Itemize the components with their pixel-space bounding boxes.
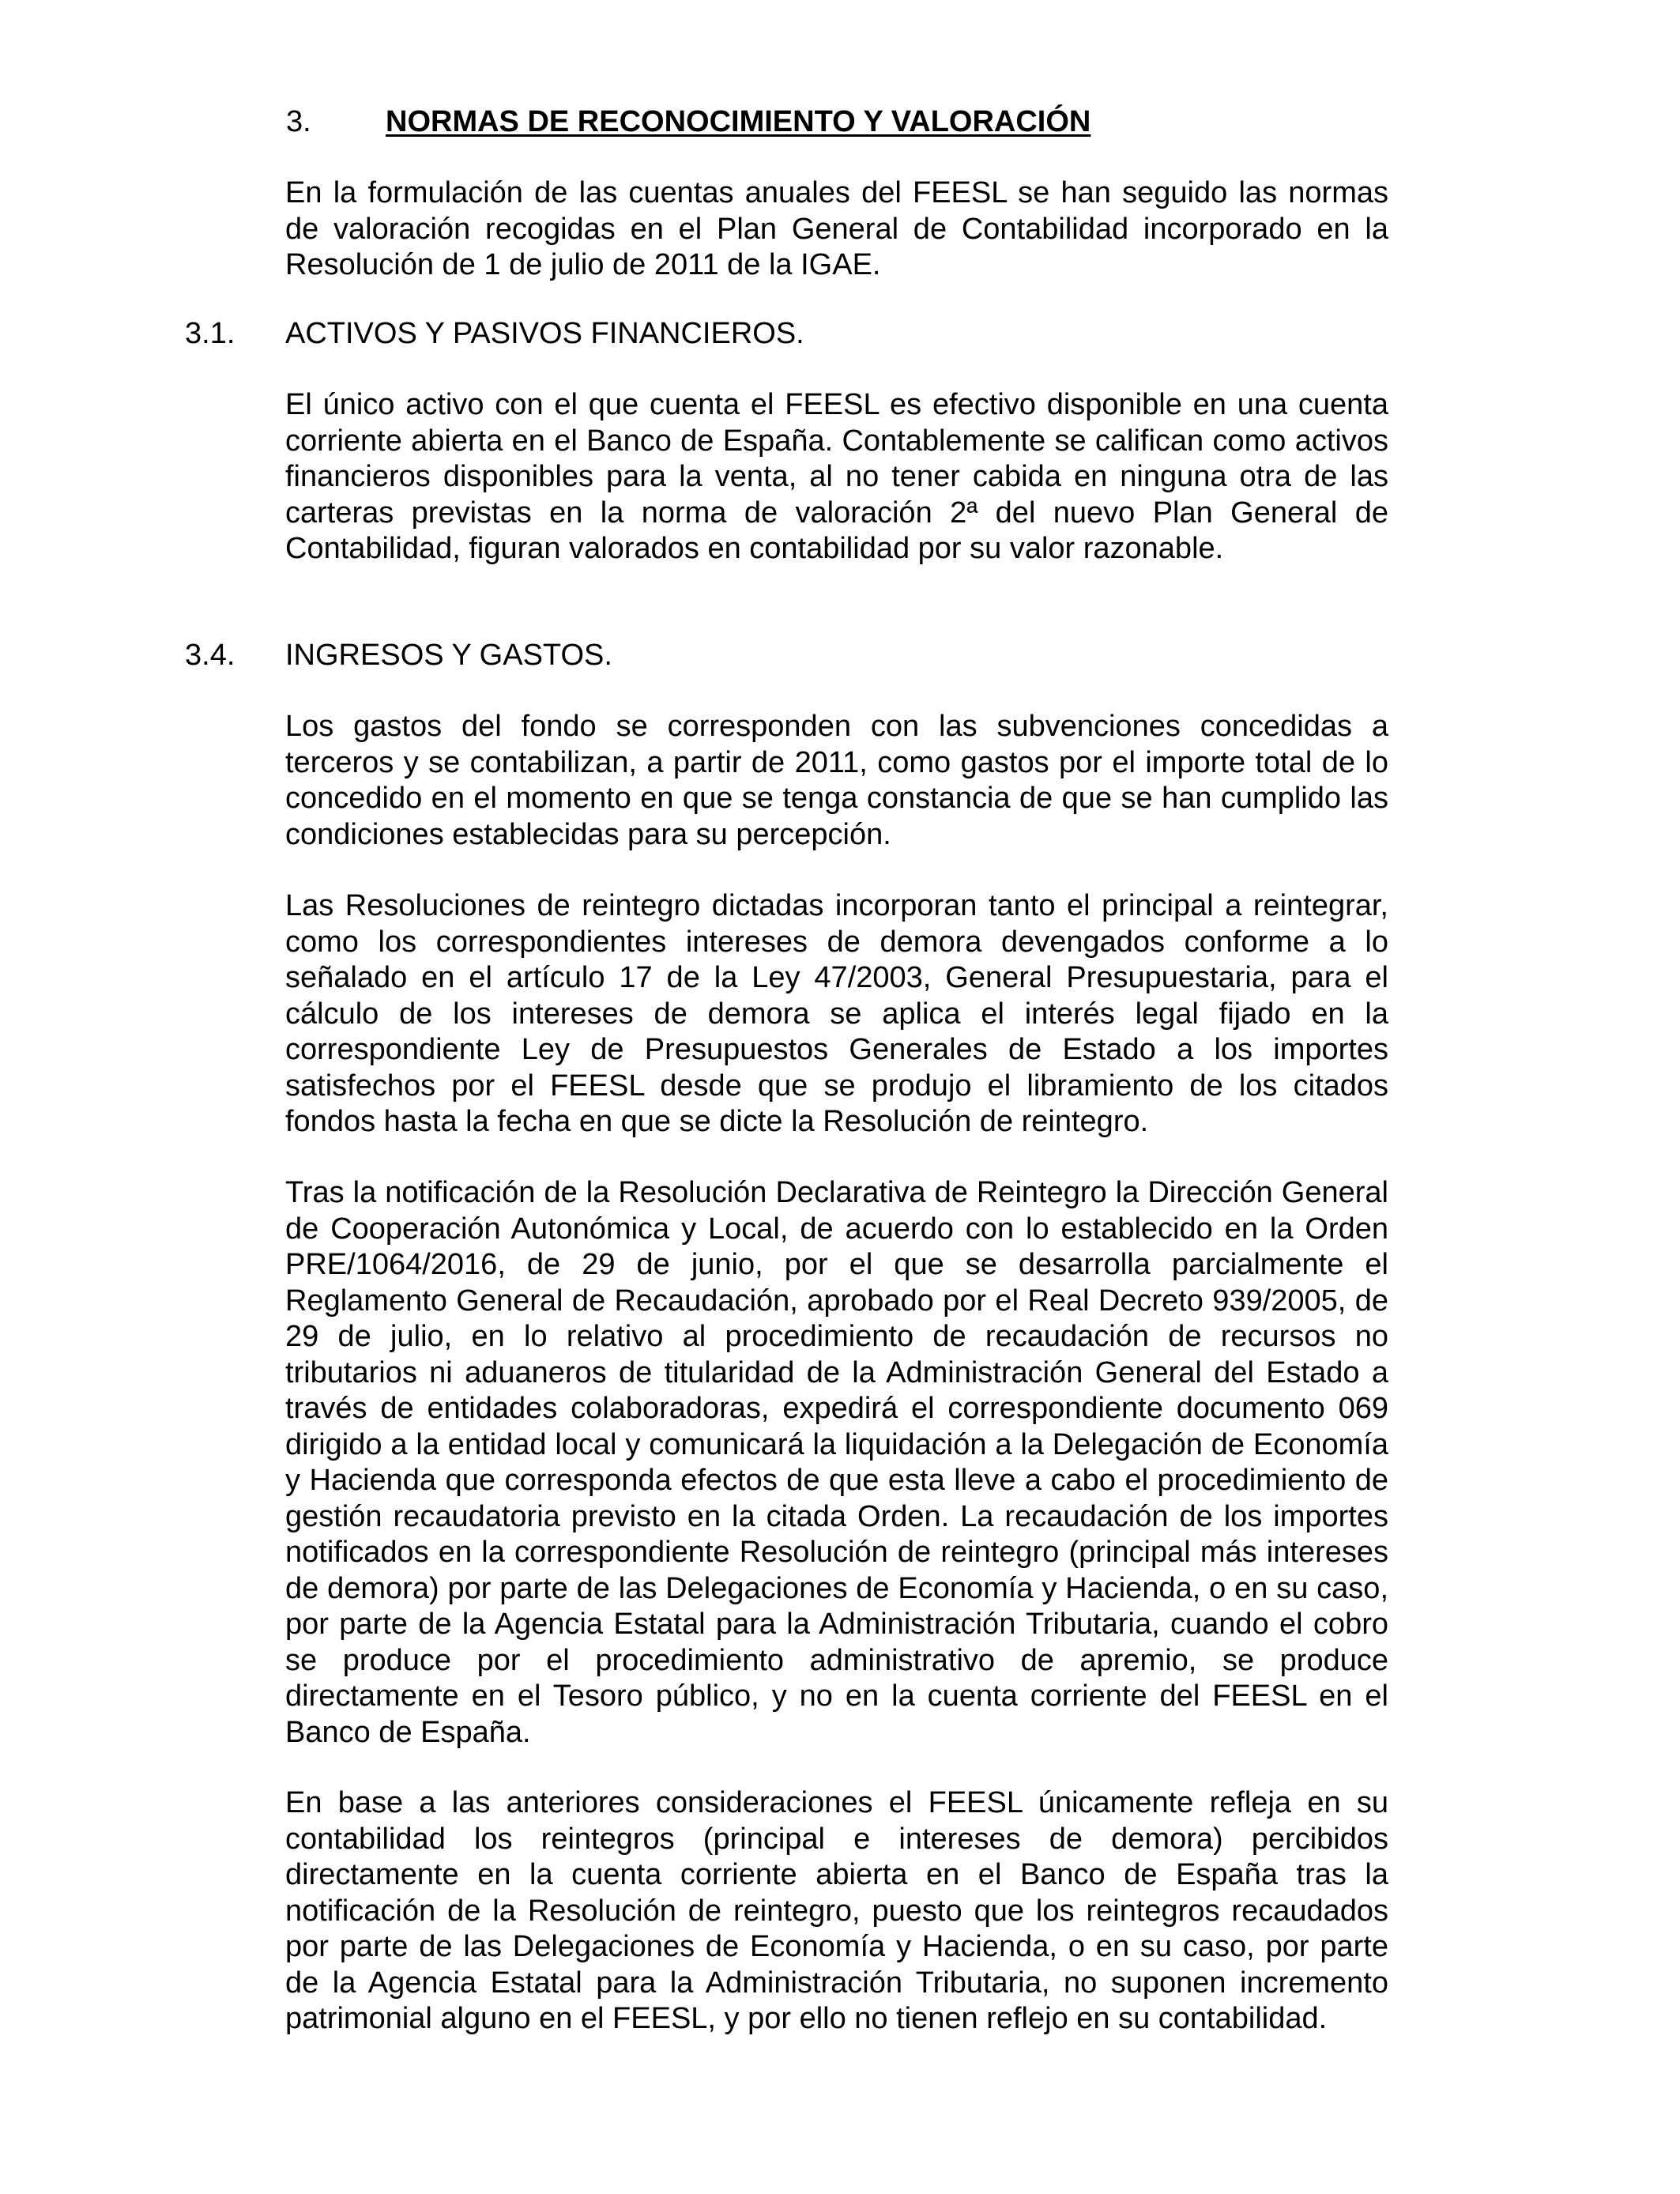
intro-paragraph: En la formulación de las cuentas anuales del FEESL se han seguido las normas de valoración recogidas en el Plan General de Contabilidad incorporado en la Resolución de 1 de julio de 2011 de la IGAE.	[285, 176, 1388, 281]
section-title: NORMAS DE RECONOCIMIENTO Y VALORACIÓN	[386, 105, 1091, 138]
section-3-1-paragraph: El único activo con el que cuenta el FEESL es efectivo disponible en una cuenta corriente abierta en el Banco de España. Contablemente se califican como activos financieros disponibles para la venta, al no tener cabida en ninguna otra de las carteras previstas en la norma de valoración 2ª del nuevo Plan General de Contabilidad, figuran valorados en contabilidad por su valor razonable.	[285, 388, 1388, 565]
section-number: 3.	[286, 105, 311, 138]
subsection-number: 3.1.	[185, 317, 235, 350]
section-3-4-paragraph-4: En base a las anteriores consideraciones el FEESL únicamente refleja en su contabilidad los reintegros (principal e intereses de demora) percibidos directamente en la cuenta corriente abierta en el Banco de España tras la notificación de la Resolución de reintegro, puesto que los reintegros recaudados por parte de las Delegaciones de Economía y Hacienda, o en su caso, por parte de la Agencia Estatal para la Administración Tributaria, no suponen incremento patrimonial alguno en el FEESL, y por ello no tienen reflejo en su contabilidad.	[285, 1786, 1388, 2035]
section-3-4-paragraph-3: Tras la notificación de la Resolución Declarativa de Reintegro la Dirección General de Cooperación Autonómica y Local, de acuerdo con lo establecido en la Orden PRE/1064/2016, de 29 de junio, por el que se desarrolla parcialmente el Reglamento General de Recaudación, aprobado por el Real Decreto 939/2005, de 29 de julio, en lo relativo al procedimiento de recaudación de recursos no tributarios ni aduaneros de titularidad de la Administración General del Estado a través de entidades colaboradoras, expedirá el correspondiente documento 069 dirigido a la entidad local y comunicará la liquidación a la Delegación de Economía y Hacienda que corresponda efectos de que esta lleve a cabo el procedimiento de gestión recaudatoria previsto en la citada Orden. La recaudación de los importes notificados en la correspondiente Resolución de reintegro (principal más intereses de demora) por parte de las Delegaciones de Economía y Hacienda, o en su caso, por parte de la Agencia Estatal para la Administración Tributaria, cuando el cobro se produce por el procedimiento administrativo de apremio, se produce directamente en el Tesoro público, y no en la cuenta corriente del FEESL en el Banco de España.	[285, 1176, 1388, 1749]
subsection-title: INGRESOS Y GASTOS.	[285, 639, 612, 672]
section-3-4-paragraph-2: Las Resoluciones de reintegro dictadas incorporan tanto el principal a reintegrar, como los correspondientes intereses de demora devengados conforme a lo señalado en el artículo 17 de la Ley 47/2003, General Presupuestaria, para el cálculo de los intereses de demora se aplica el interés legal fijado en la correspondiente Ley de Presupuestos Generales de Estado a los importes satisfechos por el FEESL desde que se produjo el libramiento de los citados fondos hasta la fecha en que se dicte la Resolución de reintegro.	[285, 889, 1388, 1138]
subsection-number: 3.4.	[185, 639, 235, 672]
section-3-4-paragraph-1: Los gastos del fondo se corresponden con las subvenciones concedidas a terceros y se contabilizan, a partir de 2011, como gastos por el importe total de lo concedido en el momento en que se tenga constancia de que se han cumplido las condiciones establecidas para su percepción.	[285, 710, 1388, 851]
subsection-title: ACTIVOS Y PASIVOS FINANCIEROS.	[285, 317, 804, 350]
